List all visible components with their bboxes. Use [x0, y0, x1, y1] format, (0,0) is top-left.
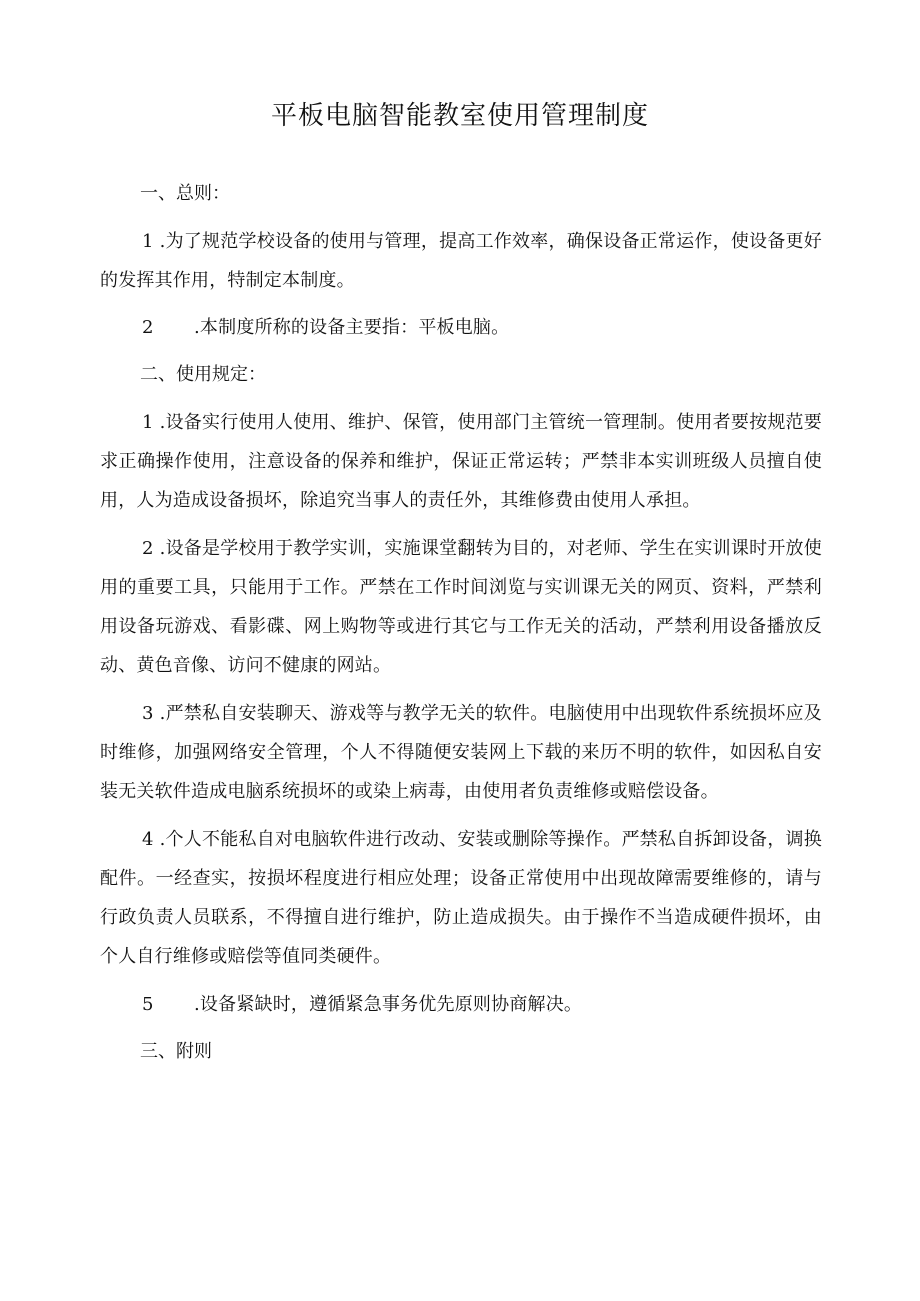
- item-text: .为了规范学校设备的使用与管理，提高工作效率，确保设备正常运作，使设备更好的发挥其作用，特制定本制度。: [100, 231, 822, 291]
- general-item-1: [100, 222, 822, 300]
- usage-item-2: [100, 529, 822, 685]
- item-text: .设备紧缺时，遵循紧急事务优先原则协商解决。: [194, 994, 583, 1015]
- usage-item-4: [100, 820, 822, 976]
- item-text: .本制度所称的设备主要指：平板电脑。: [194, 317, 510, 338]
- item-text: .个人不能私自对电脑软件进行改动、安装或删除等操作。严禁私自拆卸设备，调换配件。一经查实，按损坏程度进行相应处理；设备正常使用中出现故障需要维修的，请与行政负责人员联系，不得擅自进行维护，防止造成损失。由于操作不当造成硬件损坏，由个人自行维修或赔偿等值同类硬件。: [100, 829, 822, 967]
- item-number: 1: [142, 231, 154, 252]
- section-heading-general: 一、总则：: [140, 183, 230, 204]
- item-text: .严禁私自安装聊天、游戏等与教学无关的软件。电脑使用中出现软件系统损坏应及时维修，加强网络安全管理，个人不得随便安装网上下载的来历不明的软件，如因私自安装无关软件造成电脑系统损坏的或染上病毒，由使用者负责维修或赔偿设备。: [100, 703, 822, 802]
- usage-item-1: [100, 403, 822, 520]
- item-number: 4: [142, 829, 154, 850]
- usage-item-3: [100, 694, 822, 811]
- item-text: .设备是学校用于教学实训，实施课堂翻转为目的，对老师、学生在实训课时开放使用的重要工具，只能用于工作。严禁在工作时间浏览与实训课无关的网页、资料，严禁利用设备玩游戏、看影碟、网上购物等或进行其它与工作无关的活动，严禁利用设备播放反动、黄色音像、访问不健康的网站。: [100, 538, 822, 676]
- item-number: 2: [142, 538, 154, 559]
- usage-item-5: [100, 985, 822, 1024]
- section-heading-supplementary: 三、附则: [140, 1041, 212, 1062]
- section-heading-usage: 二、使用规定：: [140, 364, 266, 385]
- item-number: 1: [142, 412, 154, 433]
- page-title: 平板电脑智能教室使用管理制度: [270, 101, 649, 131]
- item-text: .设备实行使用人使用、维护、保管，使用部门主管统一管理制。使用者要按规范要求正确操作使用，注意设备的保养和维护，保证正常运转；严禁非本实训班级人员擅自使用，人为造成设备损坏，除追究当事人的责任外，其维修费由使用人承担。: [100, 412, 822, 511]
- item-number: 3: [142, 703, 154, 724]
- document-body: [100, 175, 822, 1080]
- item-number: 2: [142, 317, 154, 338]
- general-item-2: [100, 308, 822, 347]
- item-number: 5: [142, 994, 154, 1015]
